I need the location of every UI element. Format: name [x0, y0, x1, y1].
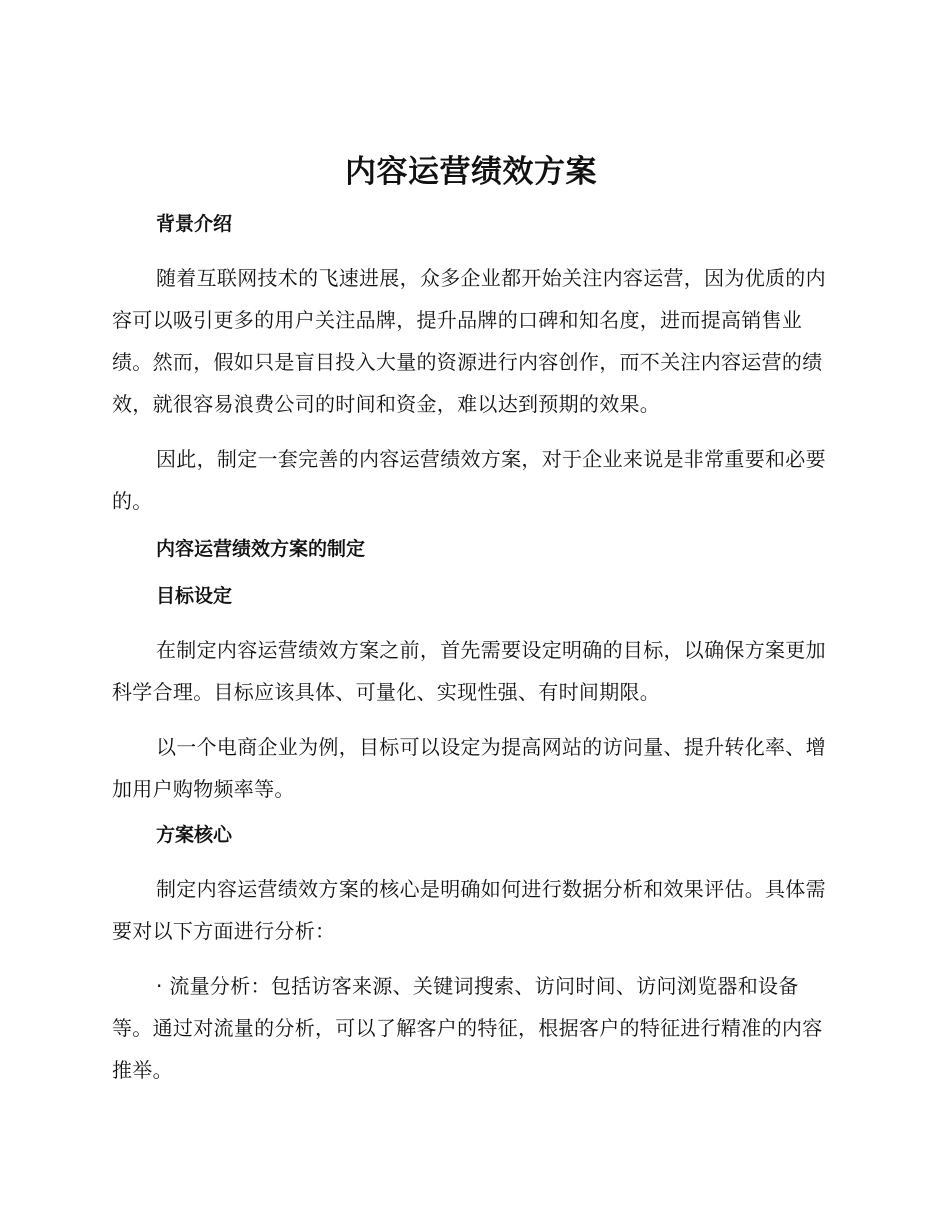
- paragraph-core-1: 制定内容运营绩效方案的核心是明确如何进行数据分析和效果评估。具体需要对以下方面进行分析：: [112, 877, 826, 943]
- paragraph-goal-1: 在制定内容运营绩效方案之前，首先需要设定明确的目标，以确保方案更加科学合理。目标应该具体、可量化、实现性强、有时间期限。: [112, 638, 826, 704]
- section-heading-background: 背景介绍: [156, 213, 233, 235]
- bullet-traffic-analysis: · 流量分析：包括访客来源、关键词搜索、访问时间、访问浏览器和设备等。通过对流量的分析，可以了解客户的特征，根据客户的特征进行精准的内容推举。: [112, 974, 823, 1082]
- document-title: 内容运营绩效方案: [345, 154, 597, 190]
- paragraph-background-2: 因此，制定一套完善的内容运营绩效方案，对于企业来说是非常重要和必要的。: [112, 447, 826, 513]
- paragraph-goal-2: 以一个电商企业为例，目标可以设定为提高网站的访问量、提升转化率、增加用户购物频率等。: [112, 735, 826, 801]
- section-heading-core: 方案核心: [156, 824, 233, 846]
- section-heading-formulation: 内容运营绩效方案的制定: [156, 538, 366, 560]
- paragraph-background-1: 随着互联网技术的飞速进展，众多企业都开始关注内容运营，因为优质的内容可以吸引更多的用户关注品牌，提升品牌的口碑和知名度，进而提高销售业绩。然而，假如只是盲目投入大量的资源进行内容创作，而不关注内容运营的绩效，就很容易浪费公司的时间和资金，难以达到预期的效果。: [112, 266, 826, 416]
- section-heading-goal: 目标设定: [156, 585, 233, 607]
